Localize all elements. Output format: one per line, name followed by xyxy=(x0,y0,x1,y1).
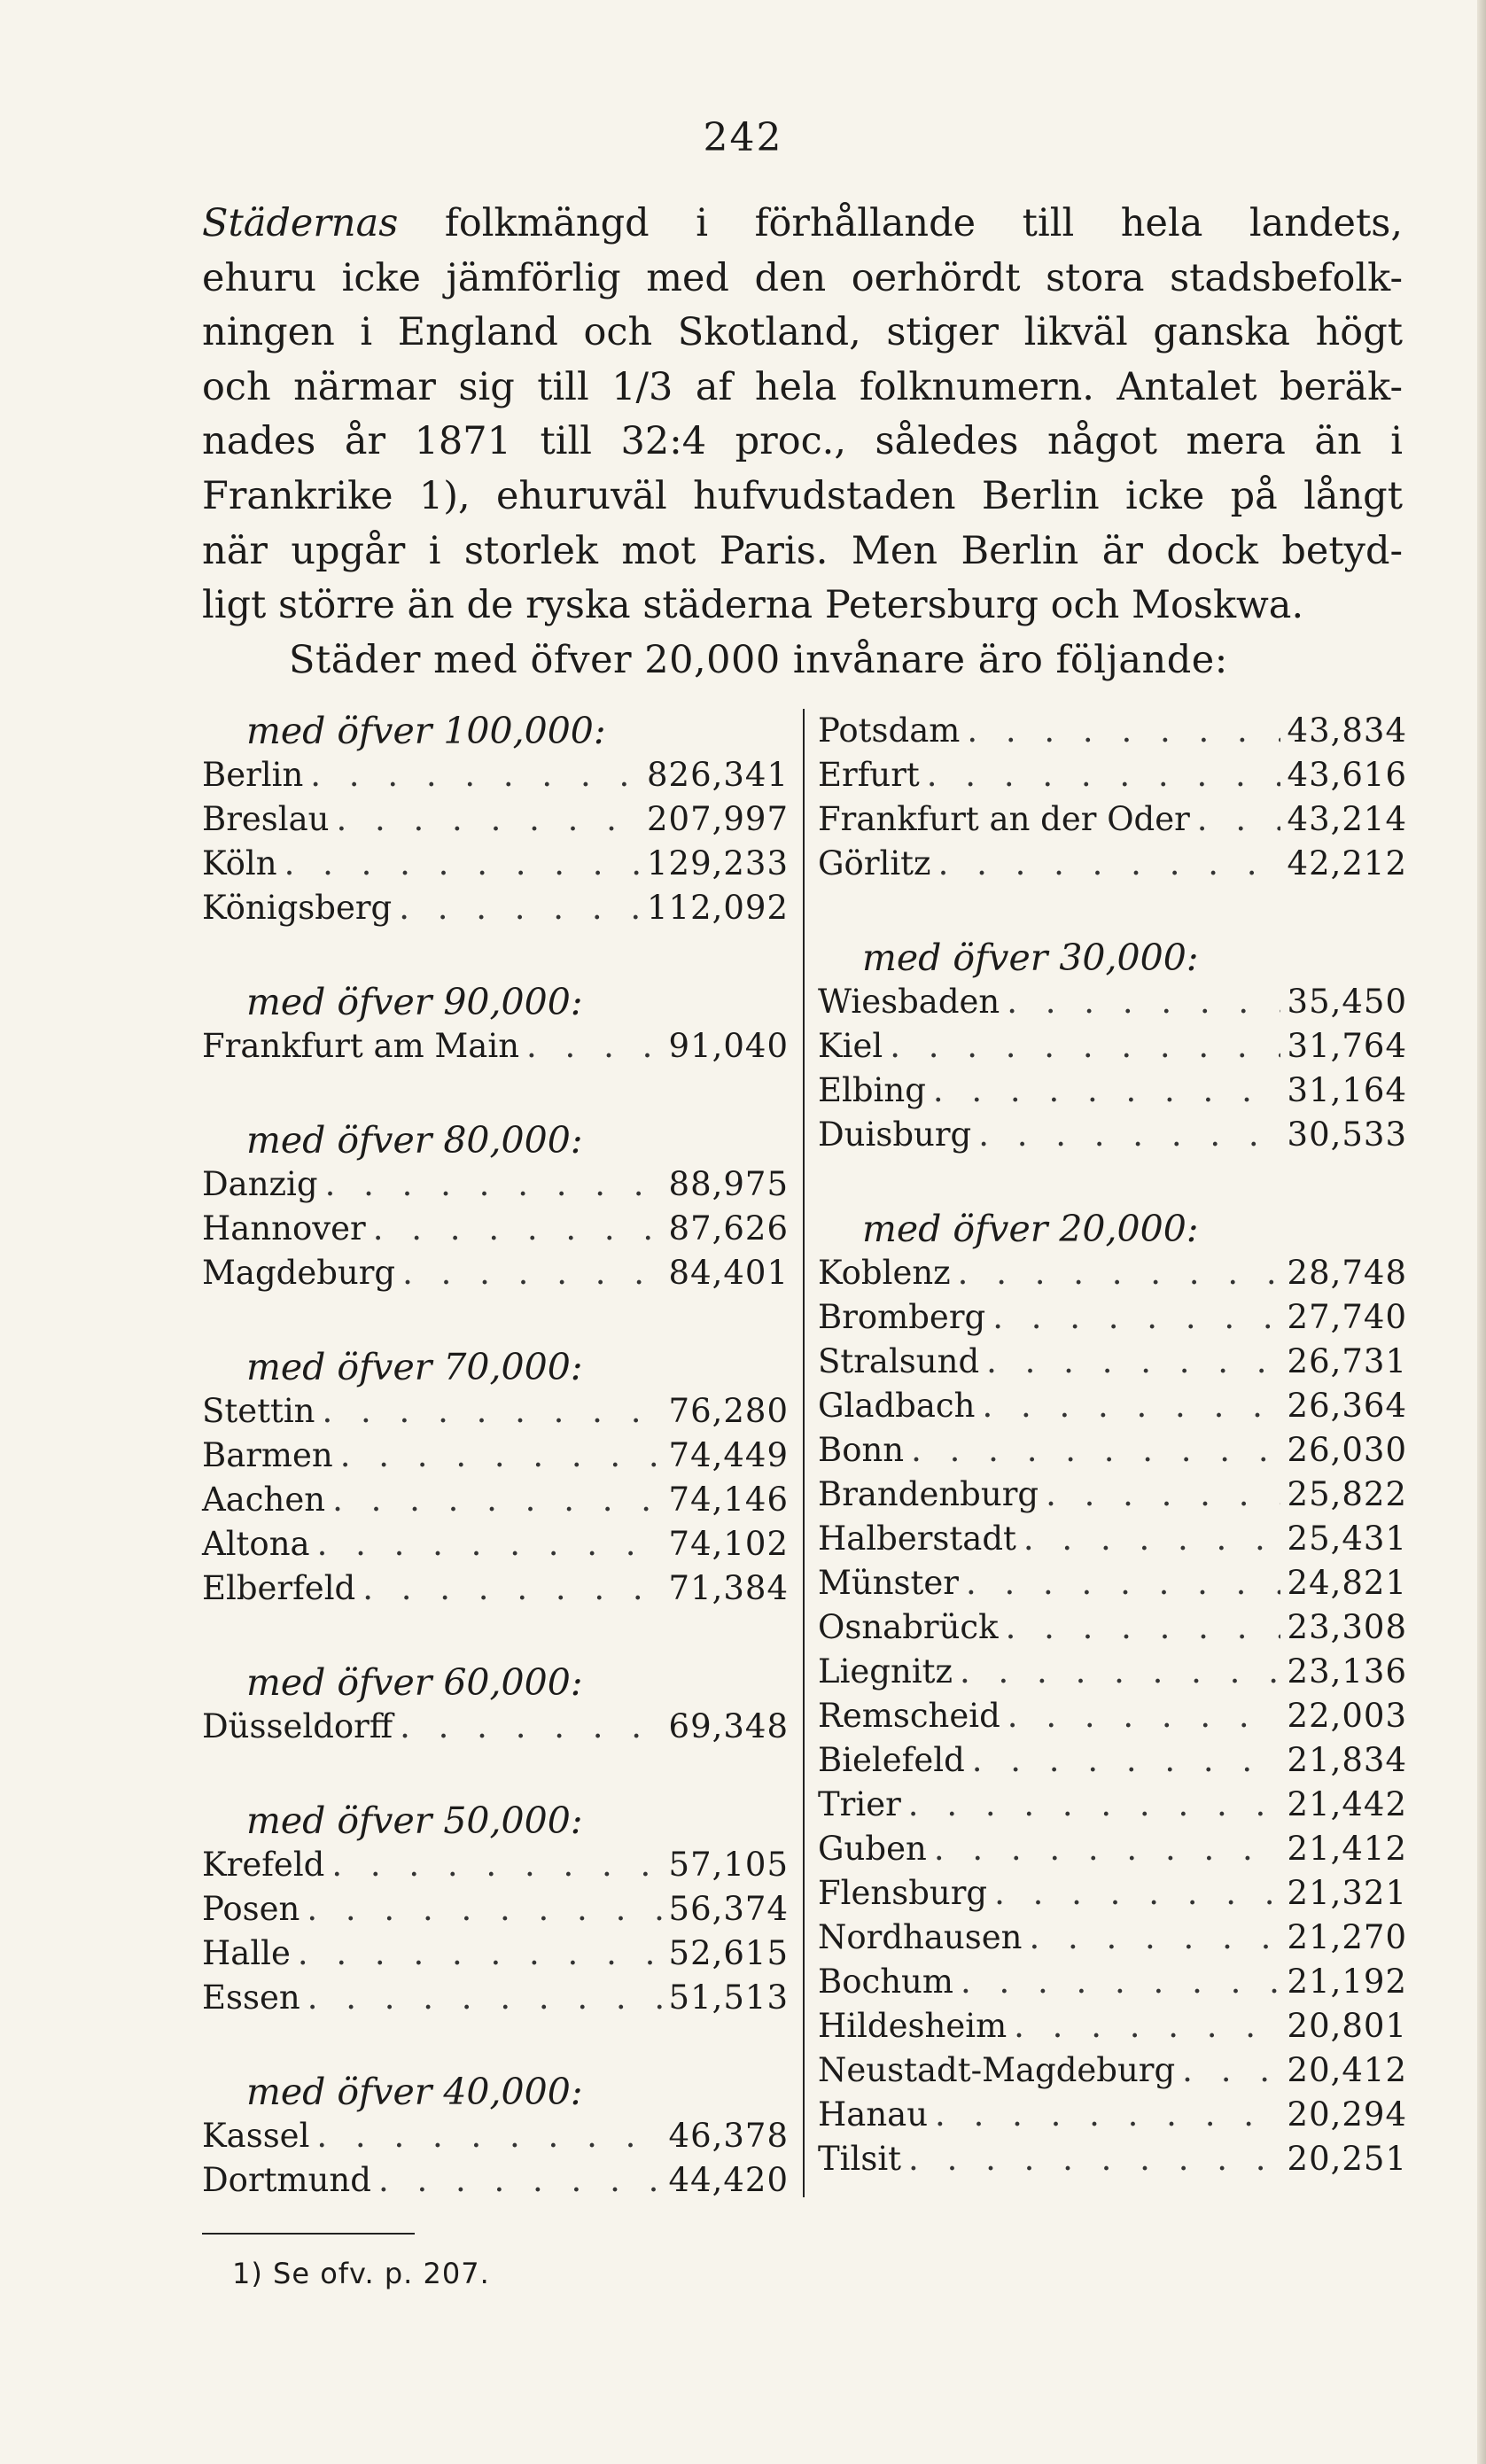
city-name: Magdeburg xyxy=(202,1254,396,1292)
city-name: Brandenburg xyxy=(818,1475,1039,1513)
leader-dots xyxy=(966,1561,1280,1605)
leader-dots xyxy=(992,1295,1280,1340)
city-name: Flensburg xyxy=(818,1874,988,1912)
city-row xyxy=(202,1434,789,1478)
city-name: Barmen xyxy=(202,1436,333,1474)
population-value: 22,003 xyxy=(1287,1697,1407,1735)
city-row xyxy=(202,1478,789,1522)
group-spacer xyxy=(202,1749,789,1799)
population-value: 43,834 xyxy=(1287,711,1407,750)
paragraph-line-7: när upgår i storlek mot Paris. Men Berlin är dock betyd- xyxy=(202,528,1403,573)
population-value: 43,214 xyxy=(1287,800,1407,838)
city-name: Münster xyxy=(818,1564,959,1602)
city-row xyxy=(818,709,1407,753)
leader-dots xyxy=(402,1251,661,1295)
leader-dots xyxy=(1029,1916,1280,1960)
paragraph-line-5: nades år 1871 till 32:4 proc., således något mera än i xyxy=(202,419,1403,464)
city-row xyxy=(818,1295,1407,1340)
paragraph-line-1 xyxy=(202,197,1403,252)
city-name: Trier xyxy=(818,1785,901,1823)
population-value: 71,384 xyxy=(668,1569,789,1607)
population-value: 42,212 xyxy=(1287,844,1407,882)
group-heading: med öfver 80,000: xyxy=(246,1119,583,1162)
group-heading: med öfver 50,000: xyxy=(246,1799,583,1842)
group-heading: med öfver 20,000: xyxy=(862,1208,1199,1250)
population-value: 35,450 xyxy=(1287,983,1407,1021)
leader-dots xyxy=(310,753,640,797)
leader-dots xyxy=(935,2093,1280,2137)
city-name: Guben xyxy=(818,1830,927,1868)
leader-dots xyxy=(978,1113,1280,1157)
paragraph-emphasis: Städernas xyxy=(202,201,399,245)
city-row xyxy=(202,1705,789,1749)
table-intro: Städer med öfver 20,000 invånare äro följande: xyxy=(289,638,1228,682)
group-spacer xyxy=(202,1295,789,1345)
leader-dots xyxy=(284,842,640,886)
city-name: Aachen xyxy=(202,1481,326,1519)
city-row xyxy=(202,753,789,797)
city-row xyxy=(202,1162,789,1207)
population-value: 129,233 xyxy=(646,844,789,882)
city-row xyxy=(818,1428,1407,1473)
city-name: Osnabrück xyxy=(818,1608,999,1646)
population-value: 43,616 xyxy=(1287,756,1407,794)
leader-dots xyxy=(982,1384,1280,1428)
population-value: 30,533 xyxy=(1287,1115,1407,1154)
paragraph-line-8: ligt större än de ryska städerna Petersburg och Moskwa. xyxy=(202,583,1304,628)
city-row xyxy=(818,1694,1407,1738)
leader-dots xyxy=(1197,797,1280,842)
population-value: 84,401 xyxy=(668,1254,789,1292)
city-population-table xyxy=(202,709,1407,2215)
paragraph-text: folkmängd i förhållande till hela landets, xyxy=(398,201,1403,245)
population-value: 44,420 xyxy=(668,2161,789,2199)
population-value: 91,040 xyxy=(668,1027,789,1065)
leader-dots xyxy=(1006,1605,1280,1650)
city-row xyxy=(818,753,1407,797)
city-name: Köln xyxy=(202,844,277,882)
city-name: Berlin xyxy=(202,756,304,794)
city-name: Bielefeld xyxy=(818,1741,965,1779)
city-name: Erfurt xyxy=(818,756,920,794)
city-name: Halberstadt xyxy=(818,1520,1016,1558)
leader-dots xyxy=(967,709,1280,753)
leader-dots xyxy=(972,1738,1280,1783)
city-row xyxy=(202,886,789,930)
leader-dots xyxy=(908,2137,1280,2181)
city-row xyxy=(202,842,789,886)
city-row xyxy=(818,2048,1407,2093)
population-value: 74,146 xyxy=(668,1481,789,1519)
leader-dots xyxy=(933,1069,1280,1113)
leader-dots xyxy=(1023,1517,1280,1561)
population-value: 25,822 xyxy=(1287,1475,1407,1513)
city-name: Frankfurt an der Oder xyxy=(818,800,1190,838)
city-name: Elbing xyxy=(818,1071,926,1109)
city-name: Duisburg xyxy=(818,1115,972,1154)
population-value: 76,280 xyxy=(668,1392,789,1430)
population-value: 27,740 xyxy=(1287,1298,1407,1336)
city-row xyxy=(818,1738,1407,1783)
population-value: 21,442 xyxy=(1287,1785,1407,1823)
leader-dots xyxy=(958,1251,1280,1295)
city-name: Halle xyxy=(202,1934,291,1972)
population-value: 88,975 xyxy=(668,1165,789,1203)
city-row xyxy=(818,2093,1407,2137)
leader-dots xyxy=(927,753,1280,797)
city-row xyxy=(202,1251,789,1295)
population-value: 46,378 xyxy=(668,2117,789,2155)
leader-dots xyxy=(1182,2048,1280,2093)
city-name: Stettin xyxy=(202,1392,315,1430)
city-row xyxy=(818,1113,1407,1157)
city-row xyxy=(202,1932,789,1976)
city-row xyxy=(202,1976,789,2020)
city-name: Gladbach xyxy=(818,1387,976,1425)
population-value: 24,821 xyxy=(1287,1564,1407,1602)
leader-dots xyxy=(890,1024,1280,1069)
city-row xyxy=(818,2004,1407,2048)
population-value: 20,251 xyxy=(1287,2140,1407,2178)
city-row xyxy=(202,1207,789,1251)
group-heading: med öfver 70,000: xyxy=(246,1346,583,1388)
city-row xyxy=(818,1960,1407,2004)
population-value: 20,294 xyxy=(1287,2095,1407,2134)
city-row xyxy=(818,1561,1407,1605)
leader-dots xyxy=(317,1522,662,1566)
leader-dots xyxy=(1007,980,1280,1024)
city-row xyxy=(818,1069,1407,1113)
page-number: 242 xyxy=(703,115,783,160)
city-name: Stralsund xyxy=(818,1342,980,1380)
leader-dots xyxy=(325,1162,662,1207)
city-name: Kassel xyxy=(202,2117,310,2155)
leader-dots xyxy=(960,1650,1280,1694)
paragraph-line-4: och närmar sig till 1/3 af hela folknumern. Antalet beräk- xyxy=(202,364,1403,409)
leader-dots xyxy=(298,1932,662,1976)
paragraph-line-3: ningen i England och Skotland, stiger likväl ganska högt xyxy=(202,310,1403,355)
city-row xyxy=(202,1522,789,1566)
right-column xyxy=(818,709,1407,2181)
leader-dots xyxy=(316,2114,661,2158)
leader-dots xyxy=(336,797,640,842)
city-row xyxy=(818,842,1407,886)
group-spacer xyxy=(202,1611,789,1660)
leader-dots xyxy=(1014,2004,1280,2048)
population-value: 51,513 xyxy=(668,1978,789,2017)
city-row xyxy=(818,1827,1407,1871)
leader-dots xyxy=(307,1976,662,2020)
footnote-rule xyxy=(202,2233,415,2235)
group-heading: med öfver 100,000: xyxy=(246,710,606,752)
city-row xyxy=(202,797,789,842)
column-divider xyxy=(803,709,805,2197)
city-name: Bochum xyxy=(818,1963,953,2001)
group-spacer xyxy=(818,1157,1407,1207)
city-name: Königsberg xyxy=(202,889,393,927)
left-column xyxy=(202,709,789,2203)
city-name: Görlitz xyxy=(818,844,931,882)
leader-dots xyxy=(362,1566,661,1611)
city-row xyxy=(202,1024,789,1069)
city-name: Posen xyxy=(202,1890,300,1928)
population-value: 21,834 xyxy=(1287,1741,1407,1779)
population-value: 23,308 xyxy=(1287,1608,1407,1646)
city-name: Kiel xyxy=(818,1027,883,1065)
population-value: 21,321 xyxy=(1287,1874,1407,1912)
group-heading: med öfver 30,000: xyxy=(862,937,1199,979)
city-row xyxy=(818,1871,1407,1916)
city-name: Neustadt-Magdeburg xyxy=(818,2051,1176,2089)
city-row xyxy=(202,1843,789,1887)
city-row xyxy=(202,2114,789,2158)
city-row xyxy=(818,980,1407,1024)
city-row xyxy=(202,2158,789,2203)
city-row xyxy=(818,1517,1407,1561)
city-name: Altona xyxy=(202,1525,310,1563)
population-value: 207,997 xyxy=(646,800,789,838)
leader-dots xyxy=(908,1783,1280,1827)
city-name: Liegnitz xyxy=(818,1652,953,1691)
city-row xyxy=(818,1384,1407,1428)
group-heading: med öfver 60,000: xyxy=(246,1661,583,1704)
population-value: 21,412 xyxy=(1287,1830,1407,1868)
city-name: Dortmund xyxy=(202,2161,371,2199)
population-value: 23,136 xyxy=(1287,1652,1407,1691)
population-value: 826,341 xyxy=(646,756,789,794)
population-value: 74,102 xyxy=(668,1525,789,1563)
population-value: 74,449 xyxy=(668,1436,789,1474)
city-row xyxy=(818,1605,1407,1650)
city-name: Essen xyxy=(202,1978,300,2017)
leader-dots xyxy=(526,1024,662,1069)
population-value: 21,192 xyxy=(1287,1963,1407,2001)
leader-dots xyxy=(961,1960,1280,2004)
group-spacer xyxy=(818,886,1407,936)
leader-dots xyxy=(400,1705,661,1749)
leader-dots xyxy=(986,1340,1280,1384)
paragraph-line-2: ehuru icke jämförlig med den oerhördt stora stadsbefolk- xyxy=(202,255,1403,300)
population-value: 26,364 xyxy=(1287,1387,1407,1425)
group-heading: med öfver 90,000: xyxy=(246,981,583,1023)
city-name: Bromberg xyxy=(818,1298,986,1336)
group-spacer xyxy=(202,2020,789,2070)
population-value: 21,270 xyxy=(1287,1918,1407,1956)
city-name: Koblenz xyxy=(818,1254,951,1292)
city-name: Hanau xyxy=(818,2095,929,2134)
footnote: 1) Se ofv. p. 207. xyxy=(232,2257,490,2290)
city-row xyxy=(818,797,1407,842)
population-value: 28,748 xyxy=(1287,1254,1407,1292)
leader-dots xyxy=(331,1843,661,1887)
leader-dots xyxy=(307,1887,661,1932)
leader-dots xyxy=(399,886,640,930)
city-name: Breslau xyxy=(202,800,330,838)
population-value: 52,615 xyxy=(668,1934,789,1972)
city-row xyxy=(818,1024,1407,1069)
city-name: Düsseldorff xyxy=(202,1707,393,1745)
leader-dots xyxy=(373,1207,662,1251)
population-value: 20,801 xyxy=(1287,2007,1407,2045)
group-spacer xyxy=(202,1069,789,1118)
group-heading: med öfver 40,000: xyxy=(246,2071,583,2113)
page-edge xyxy=(1477,0,1486,2464)
population-value: 25,431 xyxy=(1287,1520,1407,1558)
population-value: 31,164 xyxy=(1287,1071,1407,1109)
leader-dots xyxy=(911,1428,1280,1473)
population-value: 56,374 xyxy=(668,1890,789,1928)
body-paragraph xyxy=(202,197,1403,633)
city-name: Bonn xyxy=(818,1431,905,1469)
city-name: Frankfurt am Main xyxy=(202,1027,520,1065)
city-name: Hannover xyxy=(202,1209,366,1248)
city-name: Tilsit xyxy=(818,2140,902,2178)
paragraph-line-6: Frankrike 1), ehuruväl hufvudstaden Berlin icke på långt xyxy=(202,473,1403,518)
city-row xyxy=(818,1340,1407,1384)
leader-dots xyxy=(938,842,1280,886)
leader-dots xyxy=(323,1389,662,1434)
city-row xyxy=(818,1783,1407,1827)
city-name: Wiesbaden xyxy=(818,983,1000,1021)
city-name: Potsdam xyxy=(818,711,961,750)
city-row xyxy=(818,1473,1407,1517)
population-value: 20,412 xyxy=(1287,2051,1407,2089)
population-value: 87,626 xyxy=(668,1209,789,1248)
city-name: Nordhausen xyxy=(818,1918,1023,1956)
city-row xyxy=(202,1887,789,1932)
group-spacer xyxy=(202,930,789,980)
city-name: Danzig xyxy=(202,1165,318,1203)
city-row xyxy=(202,1566,789,1611)
city-name: Krefeld xyxy=(202,1846,325,1884)
leader-dots xyxy=(1008,1694,1280,1738)
population-value: 26,731 xyxy=(1287,1342,1407,1380)
leader-dots xyxy=(378,2158,662,2203)
city-row xyxy=(818,2137,1407,2181)
leader-dots xyxy=(1046,1473,1280,1517)
population-value: 26,030 xyxy=(1287,1431,1407,1469)
city-name: Remscheid xyxy=(818,1697,1000,1735)
city-name: Elberfeld xyxy=(202,1569,356,1607)
leader-dots xyxy=(934,1827,1280,1871)
city-name: Hildesheim xyxy=(818,2007,1008,2045)
leader-dots xyxy=(340,1434,662,1478)
city-row xyxy=(818,1650,1407,1694)
city-row xyxy=(818,1251,1407,1295)
population-value: 31,764 xyxy=(1287,1027,1407,1065)
city-row xyxy=(202,1389,789,1434)
leader-dots xyxy=(994,1871,1280,1916)
population-value: 112,092 xyxy=(646,889,789,927)
population-value: 69,348 xyxy=(668,1707,789,1745)
population-value: 57,105 xyxy=(668,1846,789,1884)
leader-dots xyxy=(332,1478,661,1522)
city-row xyxy=(818,1916,1407,1960)
